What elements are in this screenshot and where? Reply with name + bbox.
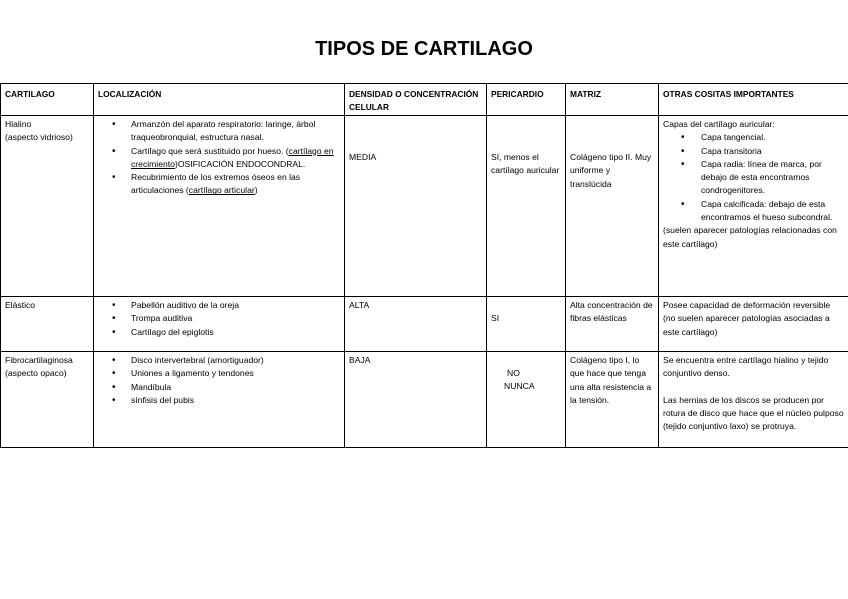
cell-localizacion — [94, 352, 345, 448]
underlined-text: cartílago articular — [188, 185, 255, 196]
cell-pericardio: SI — [487, 297, 566, 352]
list-item: • Mandíbula — [98, 381, 340, 394]
cell-densidad: BAJA — [345, 352, 487, 448]
cell-otras — [659, 116, 848, 297]
otras-intro: Capas del cartílago auricular: — [663, 119, 775, 129]
header-densidad: DENSIDAD O CONCENTRACIÓN CELULAR — [345, 84, 487, 116]
cell-otras — [659, 352, 848, 448]
cell-cartilago — [1, 116, 94, 297]
list-item: • Pabellón auditivo de la oreja — [98, 299, 340, 312]
cell-localizacion — [94, 116, 345, 297]
otras-note: (suelen aparecer patologías relacionadas con este cartílago) — [663, 225, 837, 249]
list-item: • Capa calcificada: debajo de esta encontramos el hueso subcondral. — [663, 198, 846, 225]
cell-densidad: ALTA — [345, 297, 487, 352]
table-row-fibrocartilaginosa — [1, 352, 848, 448]
list-item — [98, 171, 340, 198]
document-title: TIPOS DE CARTILAGO — [315, 38, 533, 60]
text-segment: ) — [254, 185, 258, 196]
otras-line: (no suelen aparecer patologías asociadas a este cartílago) — [663, 313, 830, 337]
list-item — [98, 145, 340, 172]
list-item: • Capa radia: línea de marca, por debajo de esta encontramos condrogenitores. — [663, 158, 846, 198]
paragraph-gap — [663, 381, 846, 394]
cell-matriz: Colágeno tipo II. Muy uniforme y translúcida — [566, 116, 659, 297]
table-row-elastico — [1, 297, 848, 352]
cell-matriz: Alta concentración de fibras elásticas — [566, 297, 659, 352]
table-header-row — [1, 84, 848, 116]
header-matriz: MATRIZ — [566, 84, 659, 116]
cartilage-aspect: (aspecto opaco) — [5, 368, 67, 379]
list-item: • sínfisis del pubis — [98, 394, 340, 407]
cell-pericardio: SI, menos el cartílago auricular — [487, 116, 566, 297]
list-item: • Armanzón del aparato respiratorio: laringe, árbol traqueobronquial, estructura nasal. — [98, 118, 340, 145]
otras-line: Posee capacidad de deformación reversible — [663, 300, 831, 310]
cartilage-table — [0, 83, 848, 448]
header-localizacion: LOCALIZACIÓN — [94, 84, 345, 116]
list-item: • Cartílago del epiglotis — [98, 326, 340, 339]
list-item: • Disco intervertebral (amortiguador) — [98, 354, 340, 367]
cartilage-name: Elástico — [5, 300, 36, 310]
header-otras: OTRAS COSITAS IMPORTANTES — [659, 84, 848, 116]
cell-pericardio — [487, 352, 566, 448]
cell-localizacion — [94, 297, 345, 352]
text-segment: Recubrimiento de los extremos óseos en las articulaciones ( — [131, 172, 301, 196]
list-item: • Trompa auditiva — [98, 312, 340, 325]
cell-cartilago — [1, 297, 94, 352]
cartilage-aspect: (aspecto vidrioso) — [5, 132, 73, 143]
list-item: • Uniones a ligamento y tendones — [98, 367, 340, 380]
otras-line: Se encuentra entre cartílago hialino y tejido conjuntivo denso. — [663, 355, 829, 379]
text-segment: Cartílago que será sustituido por hueso. ( — [131, 145, 289, 156]
header-cartilago: CARTILAGO — [1, 84, 94, 116]
list-item: • Capa tangencial. — [663, 131, 846, 144]
list-item: • Capa transitoria — [663, 145, 846, 158]
cell-cartilago — [1, 352, 94, 448]
text-segment: )OSIFICACIÓN ENDOCONDRAL. — [174, 158, 306, 169]
pericardio-line: NO — [507, 368, 520, 378]
otras-line: Las hernias de los discos se producen por rotura de disco que hace que el núcleo pulposo (tejido conjuntivo laxo) se protruya. — [663, 394, 844, 432]
table-row-hialino — [1, 116, 848, 297]
underlined-text: cartílago en crecimiento — [131, 145, 334, 169]
header-pericardio: PERICARDIO — [487, 84, 566, 116]
cell-densidad: MEDIA — [345, 116, 487, 297]
cartilage-name: Hialino — [5, 119, 32, 129]
cell-matriz: Colágeno tipo I, lo que hace que tenga una alta resistencia a la tensión. — [566, 352, 659, 448]
cell-otras — [659, 297, 848, 352]
pericardio-line: NUNCA — [504, 381, 535, 392]
cartilage-name: Fibrocartilaginosa — [5, 355, 73, 365]
